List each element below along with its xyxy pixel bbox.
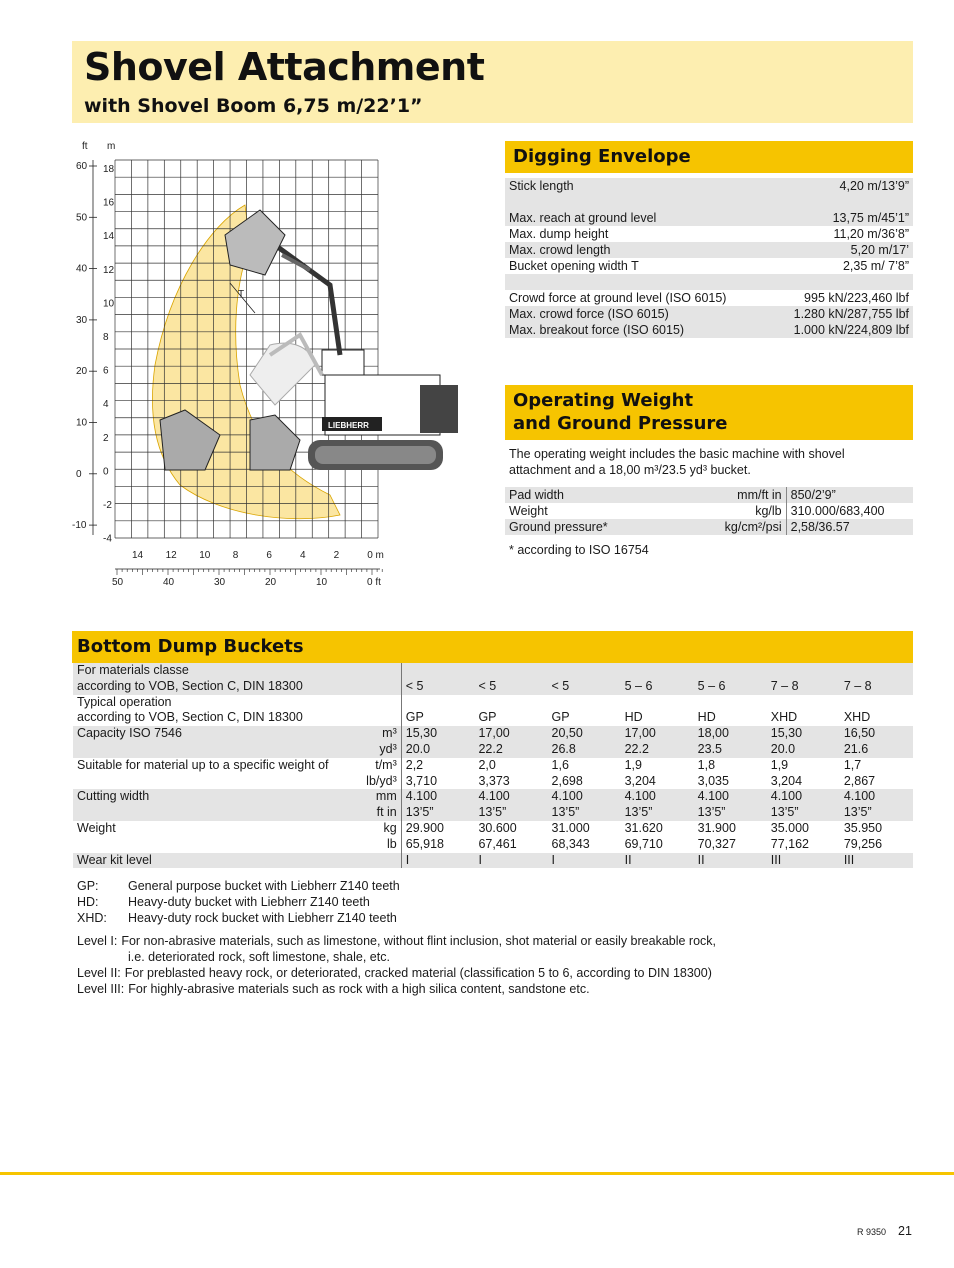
table-cell: 2,2 — [405, 757, 424, 772]
wear-level-item: Level II: For preblasted heavy rock, or deteriorated, cracked material (classification 5 to 6, according to DIN 18300) — [77, 966, 712, 980]
table-cell: 1,9 — [624, 757, 642, 772]
table-cell: GP — [551, 710, 570, 725]
bucket-table-row — [73, 805, 913, 821]
row-unit: kg — [333, 821, 402, 837]
bottom-ft-tick-label: 0 ft — [367, 577, 381, 588]
working-range-diagram — [60, 135, 490, 595]
spec-row: Max. crowd force (ISO 6015) 1.280 kN/287,755 lbf — [505, 306, 913, 322]
table-cell: 1,9 — [770, 757, 789, 772]
table-cell: I — [478, 852, 482, 867]
bottom-m-tick-label: 6 — [266, 550, 272, 561]
operating-weight-description: The operating weight includes the basic machine with shovel attachment and a 18,00 m³/23.5 yd³ bucket. — [509, 447, 845, 477]
legend-item: GP: General purpose bucket with Liebherr Z140 teeth — [77, 879, 400, 893]
row-label — [73, 742, 333, 758]
table-cell: 16,50 — [843, 726, 876, 741]
table-cell: XHD — [843, 710, 871, 725]
ft-tick-label: 50 — [76, 212, 88, 224]
bottom-ft-tick-label: 20 — [265, 577, 277, 588]
row-label: Suitable for material up to a specific weight of — [77, 757, 329, 772]
table-cell — [621, 695, 694, 711]
table-cell: 3,204 — [770, 773, 803, 788]
row-label: Cutting width — [77, 789, 150, 804]
ow-row: Weight kg/lb 310.000/683,400 — [509, 504, 885, 518]
bottom-dump-table — [73, 663, 913, 868]
row-unit — [333, 695, 402, 711]
row-label: Capacity ISO 7546 — [77, 726, 182, 741]
row-unit — [333, 853, 402, 869]
table-cell — [474, 663, 547, 679]
bottom-m-ticks — [132, 550, 384, 561]
table-cell: GP — [478, 710, 497, 725]
iso-footnote: * according to ISO 16754 — [509, 543, 649, 557]
table-cell: HD — [624, 710, 643, 725]
table-cell: 4.100 — [551, 789, 583, 804]
bucket-table-row — [73, 726, 913, 742]
row-unit: ft in — [333, 805, 402, 821]
stick-row: Stick length 4,20 m/13’9” — [505, 178, 913, 200]
bucket-table-row — [73, 663, 913, 679]
row-label: For materials classe — [77, 663, 189, 677]
table-cell: 7 – 8 — [843, 678, 872, 693]
table-cell — [694, 695, 767, 711]
table-cell: 17,00 — [624, 726, 656, 741]
bottom-m-tick-label: 4 — [300, 550, 306, 561]
table-cell: 3,204 — [624, 773, 656, 788]
bottom-m-tick-label: 10 — [199, 550, 211, 561]
table-cell: 3,035 — [697, 773, 729, 788]
legend-item: XHD: Heavy-duty rock bucket with Liebherr Z140 teeth — [77, 911, 397, 925]
table-cell: 1,6 — [551, 757, 569, 772]
bottom-m-tick-label: 8 — [232, 550, 239, 561]
model-code: R 9350 — [857, 1227, 887, 1237]
bucket-table-row — [73, 853, 913, 869]
table-cell: 22.2 — [478, 741, 503, 756]
bottom-m-tick-label: 0 m — [367, 550, 384, 561]
page-title: Shovel Attachment — [84, 45, 485, 89]
spec-row: Max. reach at ground level 13,75 m/45’1” — [505, 210, 913, 226]
row-unit: yd³ — [333, 742, 402, 758]
ft-tick-label: 60 — [76, 161, 88, 172]
row-unit: m³ — [333, 726, 402, 742]
table-cell: 35.000 — [770, 820, 809, 835]
table-cell: 4.100 — [405, 789, 438, 804]
table-cell: 4.100 — [843, 789, 876, 804]
table-cell: 13’5” — [697, 805, 726, 820]
table-cell: 79,256 — [843, 836, 883, 851]
table-cell — [694, 663, 767, 679]
table-cell: 18,00 — [697, 726, 729, 741]
row-unit: lb — [333, 837, 402, 853]
footer-rule — [0, 1172, 954, 1175]
bucket-table-row — [73, 758, 913, 774]
bottom-m-tick-label: 2 — [333, 550, 340, 561]
ow-row: Ground pressure* kg/cm²/psi 2,58/36.57 — [505, 519, 913, 535]
table-cell: HD — [697, 710, 716, 725]
cab — [322, 350, 364, 375]
table-cell: 15,30 — [405, 726, 438, 741]
table-cell: 1,8 — [697, 757, 716, 772]
spec-row: Max. breakout force (ISO 6015) 1.000 kN/224,809 lbf — [505, 322, 913, 338]
ft-tick-label: 10 — [76, 417, 88, 429]
table-cell — [767, 663, 840, 679]
row-label: Wear kit level — [77, 852, 152, 867]
table-cell: 23.5 — [697, 741, 723, 756]
title-block — [72, 41, 913, 123]
m-tick-label: 2 — [103, 432, 109, 444]
table-cell: III — [843, 852, 855, 867]
row-unit — [333, 710, 402, 726]
row-unit — [333, 663, 402, 679]
table-cell — [401, 695, 474, 711]
row-label: according to VOB, Section C, DIN 18300 — [77, 710, 303, 725]
table-cell: 69,710 — [624, 836, 663, 851]
bucket-table-row — [73, 742, 913, 758]
bucket-table-row — [73, 710, 913, 726]
table-cell — [401, 663, 474, 679]
table-cell: III — [770, 852, 782, 867]
bottom-m-tick-label: 14 — [132, 550, 144, 561]
m-tick-label: 8 — [103, 332, 109, 343]
table-cell: 31.900 — [697, 820, 736, 835]
row-label: according to VOB, Section C, DIN 18300 — [77, 678, 303, 693]
m-tick-label: -4 — [103, 533, 112, 545]
row-label: Weight — [77, 820, 116, 835]
table-cell: 26.8 — [551, 741, 576, 756]
table-cell: 4.100 — [478, 789, 510, 804]
table-cell: II — [697, 852, 705, 867]
m-ticks — [103, 164, 115, 545]
counterweight — [420, 385, 458, 433]
bucket-table-row — [73, 679, 913, 695]
bucket-table-row — [73, 837, 913, 853]
bottom-m-tick-label: 12 — [165, 550, 177, 561]
bucket-table-row — [73, 789, 913, 805]
operating-weight-table — [505, 487, 913, 535]
ft-unit-label: ft — [82, 141, 88, 152]
bottom-ft-tick-label: 10 — [316, 577, 328, 588]
row-label — [73, 774, 333, 790]
table-cell: 31.000 — [551, 820, 590, 835]
table-cell: 15,30 — [770, 726, 803, 741]
table-cell: 4.100 — [624, 789, 656, 804]
m-tick-label: 6 — [103, 365, 109, 377]
m-tick-label: 4 — [103, 399, 109, 411]
spec-row: Crowd force at ground level (ISO 6015) 995 kN/223,460 lbf — [509, 291, 909, 305]
table-cell: 2,867 — [843, 773, 876, 788]
bucket-table-row — [73, 774, 913, 790]
ft-tick-label: 0 — [76, 468, 82, 480]
table-cell: 1,7 — [843, 757, 862, 772]
table-cell — [840, 695, 913, 711]
table-cell: 13’5” — [405, 805, 434, 820]
table-cell: 65,918 — [405, 836, 444, 851]
brand-label: LIEBHERR — [328, 421, 369, 430]
table-cell: 68,343 — [551, 836, 590, 851]
t-dimension-label: T — [238, 289, 245, 300]
table-cell: < 5 — [478, 678, 497, 693]
table-cell — [548, 695, 621, 711]
table-cell: XHD — [770, 710, 798, 725]
spec-row: Max. dump height 11,20 m/36’8” — [509, 227, 909, 241]
m-tick-label: 14 — [103, 231, 115, 243]
wear-level-item: Level I: For non-abrasive materials, such as limestone, without flint inclusion, shot material or easily breakable rock, i.e. deteriorated rock, soft limestone, shale, etc. — [77, 934, 717, 964]
m-tick-label: 16 — [103, 197, 115, 209]
wear-level-item: Level III: For highly-abrasive materials such as rock with a high silica content, sandstone etc. — [77, 982, 590, 996]
digging-envelope-heading: Digging Envelope — [505, 141, 913, 173]
table-cell: 31.620 — [624, 820, 663, 835]
bucket-table-row — [73, 821, 913, 837]
m-tick-label: 0 — [103, 466, 109, 478]
table-cell: 13’5” — [843, 805, 872, 820]
page-number: 21 — [898, 1224, 912, 1238]
table-cell: 22.2 — [624, 741, 649, 756]
table-cell: 67,461 — [478, 836, 517, 851]
table-cell: 20,50 — [551, 726, 583, 741]
spec-row: Max. crowd length 5,20 m/17’ — [505, 242, 913, 258]
table-cell — [767, 695, 840, 711]
m-unit-label: m — [107, 141, 116, 152]
table-cell: 13’5” — [624, 805, 653, 820]
table-cell: < 5 — [405, 678, 424, 693]
operating-weight-heading: Operating Weight and Ground Pressure — [505, 385, 913, 440]
spec-row: Bucket opening width T 2,35 m/ 7’8” — [509, 259, 909, 273]
row-unit: mm — [333, 789, 402, 805]
table-cell: 29.900 — [405, 820, 444, 835]
row-label — [73, 837, 333, 853]
table-cell: 3,710 — [405, 773, 438, 788]
table-cell: 35.950 — [843, 820, 883, 835]
table-cell: 4.100 — [697, 789, 729, 804]
bottom-ft-tick-label: 50 — [112, 577, 124, 588]
row-unit — [333, 679, 402, 695]
bucket-table-row — [73, 695, 913, 711]
bottom-ft-tick-label: 40 — [163, 577, 175, 588]
table-cell: 5 – 6 — [697, 678, 726, 693]
table-cell: 13’5” — [770, 805, 799, 820]
table-cell: II — [624, 852, 632, 867]
m-tick-label: -2 — [103, 500, 112, 511]
m-tick-label: 10 — [103, 298, 115, 310]
table-cell — [548, 663, 621, 679]
bottom-dump-heading: Bottom Dump Buckets — [72, 631, 913, 663]
table-cell — [474, 695, 547, 711]
m-tick-label: 12 — [103, 264, 115, 276]
row-unit: t/m³ — [333, 758, 402, 774]
table-cell: 3,373 — [478, 773, 510, 788]
bottom-ft-ticks — [112, 569, 382, 588]
table-cell: 77,162 — [770, 836, 809, 851]
table-cell: 20.0 — [405, 741, 431, 756]
ft-tick-label: 30 — [76, 314, 88, 326]
table-cell: 20.0 — [770, 741, 796, 756]
row-unit: lb/yd³ — [333, 774, 402, 790]
table-cell: 13’5” — [551, 805, 580, 820]
bottom-ft-tick-label: 30 — [214, 577, 226, 588]
legend-item: HD: Heavy-duty bucket with Liebherr Z140 teeth — [77, 895, 370, 909]
ft-tick-label: 40 — [76, 263, 88, 275]
ft-tick-label: 20 — [76, 366, 88, 378]
m-tick-label: 18 — [103, 164, 115, 175]
table-cell: 2,0 — [478, 757, 496, 772]
row-label — [73, 805, 333, 821]
ft-tick-label: -10 — [72, 520, 87, 532]
table-cell: GP — [405, 710, 424, 725]
page-subtitle: with Shovel Boom 6,75 m/22’1” — [84, 95, 423, 117]
table-cell: 21.6 — [843, 741, 869, 756]
table-cell: < 5 — [551, 678, 570, 693]
bucket-mid-ghost — [250, 343, 315, 405]
table-cell — [840, 663, 913, 679]
table-cell: 70,327 — [697, 836, 736, 851]
table-cell: 17,00 — [478, 726, 510, 741]
bucket-ground-2 — [250, 415, 300, 470]
table-cell: 30.600 — [478, 820, 517, 835]
table-cell: I — [405, 852, 410, 867]
row-label: Typical operation — [77, 694, 172, 709]
digging-envelope-table — [505, 178, 913, 338]
table-cell: 13’5” — [478, 805, 507, 820]
table-cell: 7 – 8 — [770, 678, 799, 693]
table-cell: 4.100 — [770, 789, 803, 804]
boom-raised — [275, 245, 340, 355]
table-cell: 5 – 6 — [624, 678, 653, 693]
ow-row: Pad width mm/ft in 850/2’9” — [505, 487, 913, 503]
table-cell: 2,698 — [551, 773, 583, 788]
table-cell — [621, 663, 694, 679]
table-cell: I — [551, 852, 555, 867]
